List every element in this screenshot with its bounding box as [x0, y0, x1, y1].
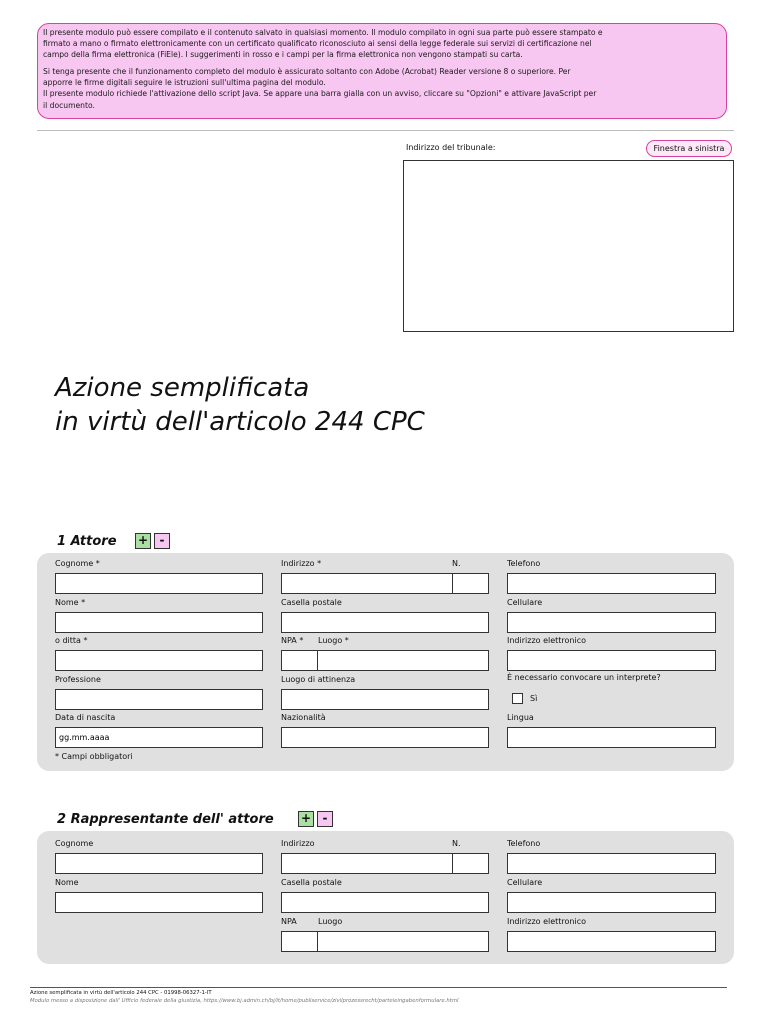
rep-phone-label: Telefono: [507, 839, 541, 848]
mobile-label: Cellulare: [507, 598, 543, 607]
rep-phone-field[interactable]: [507, 853, 716, 874]
document-title: [55, 371, 425, 439]
first-name-field[interactable]: [55, 612, 263, 633]
notice-line: firmato a mano o firmato elettronicamente con un certificato qualificato riconosciuto ai sensi della legge federale sui servizi di certificazione nel: [43, 39, 592, 49]
surname-label: Cognome *: [55, 559, 100, 568]
rep-address-field[interactable]: [281, 853, 453, 874]
rep-address-label: Indirizzo: [281, 839, 315, 848]
interpreter-checkbox[interactable]: [512, 693, 523, 704]
email-label: Indirizzo elettronico: [507, 636, 587, 645]
rep-house-number-field[interactable]: [452, 853, 489, 874]
rep-email-label: Indirizzo elettronico: [507, 917, 587, 926]
company-label: o ditta *: [55, 636, 88, 645]
profession-label: Professione: [55, 675, 101, 684]
rep-city-field[interactable]: [317, 931, 489, 952]
rep-surname-field[interactable]: [55, 853, 263, 874]
footer-source: Modulo messo a disposizione dall' Ufficio federale della giustizia, https://www.bj.admin.ch/bj/it/home/publiservice/zivilprozessrecht/parteieingabenformulare.html: [30, 998, 459, 1004]
representative-add-remove: [298, 811, 333, 827]
required-fields-note: * Campi obbligatori: [55, 752, 133, 761]
add-plaintiff-button[interactable]: +: [135, 533, 151, 549]
top-divider: [37, 130, 734, 131]
footer-form-id: Azione semplificata in virtù dell'articolo 244 CPC - 01998-06327-1-IT: [30, 990, 212, 996]
plaintiff-add-remove: [135, 533, 170, 549]
notice-line: il documento.: [43, 100, 95, 110]
nationality-label: Nazionalità: [281, 713, 326, 722]
postcode-label: NPA *: [281, 636, 304, 645]
interpreter-yes-label: Sì: [530, 694, 538, 703]
rep-surname-label: Cognome: [55, 839, 94, 848]
section-plaintiff-title: 1 Attore: [57, 534, 117, 549]
add-representative-button[interactable]: +: [298, 811, 314, 827]
city-field[interactable]: [317, 650, 489, 671]
profession-field[interactable]: [55, 689, 263, 710]
notice-line: Il presente modulo può essere compilato e il contenuto salvato in qualsiasi momento. Il modulo compilato in ogni sua parte può essere stampato e: [43, 28, 603, 37]
title-line-1: Azione semplificata: [55, 373, 310, 403]
company-field[interactable]: [55, 650, 263, 671]
birth-date-field[interactable]: [55, 727, 263, 748]
surname-field[interactable]: [55, 573, 263, 594]
place-of-origin-label: Luogo di attinenza: [281, 675, 356, 684]
notice-line: campo della firma elettronica (FiEle). I suggerimenti in rosso e i campi per la firma elettronica non vengono stampati su carta.: [43, 50, 523, 60]
section-representative-title: 2 Rappresentante dell' attore: [57, 812, 274, 827]
house-number-label: N.: [452, 559, 461, 568]
po-box-field[interactable]: [281, 612, 489, 633]
mobile-field[interactable]: [507, 612, 716, 633]
notice-line: Il presente modulo richiede l'attivazione dello script Java. Se appare una barra gialla con un avviso, cliccare su "Opzioni" e attivare JavaScript per: [43, 89, 597, 99]
plaintiff-panel: [37, 553, 734, 771]
notice-line: apporre le firme digitali seguire le istruzioni sull'ultima pagina del modulo.: [43, 78, 326, 88]
email-field[interactable]: [507, 650, 716, 671]
nationality-field[interactable]: [281, 727, 489, 748]
po-box-label: Casella postale: [281, 598, 342, 607]
court-address-label: Indirizzo del tribunale:: [406, 143, 496, 152]
rep-mobile-label: Cellulare: [507, 878, 543, 887]
birth-date-label: Data di nascita: [55, 713, 116, 722]
rep-mobile-field[interactable]: [507, 892, 716, 913]
phone-field[interactable]: [507, 573, 716, 594]
rep-first-name-label: Nome: [55, 878, 79, 887]
phone-label: Telefono: [507, 559, 541, 568]
house-number-field[interactable]: [452, 573, 489, 594]
rep-city-label: Luogo: [318, 917, 343, 926]
language-label: Lingua: [507, 713, 534, 722]
address-field[interactable]: [281, 573, 453, 594]
place-of-origin-field[interactable]: [281, 689, 489, 710]
rep-house-number-label: N.: [452, 839, 461, 848]
address-label: Indirizzo *: [281, 559, 322, 568]
rep-email-field[interactable]: [507, 931, 716, 952]
language-field[interactable]: [507, 727, 716, 748]
title-line-2: in virtù dell'articolo 244 CPC: [55, 407, 425, 437]
postcode-field[interactable]: [281, 650, 318, 671]
rep-first-name-field[interactable]: [55, 892, 263, 913]
rep-po-box-label: Casella postale: [281, 878, 342, 887]
rep-postcode-label: NPA: [281, 917, 297, 926]
window-left-button[interactable]: Finestra a sinistra: [646, 140, 732, 157]
remove-representative-button[interactable]: -: [317, 811, 333, 827]
rep-postcode-field[interactable]: [281, 931, 318, 952]
court-address-field[interactable]: [403, 160, 734, 332]
notice-line: Si tenga presente che il funzionamento completo del modulo è assicurato soltanto con Adobe (Acrobat) Reader versione 8 o superiore. Per: [43, 67, 571, 77]
first-name-label: Nome *: [55, 598, 86, 607]
interpreter-question: È necessario convocare un interprete?: [507, 673, 661, 682]
rep-po-box-field[interactable]: [281, 892, 489, 913]
representative-panel: [37, 831, 734, 964]
city-label: Luogo *: [318, 636, 349, 645]
javascript-notice: [37, 23, 727, 119]
footer-divider: [30, 987, 727, 988]
remove-plaintiff-button[interactable]: -: [154, 533, 170, 549]
